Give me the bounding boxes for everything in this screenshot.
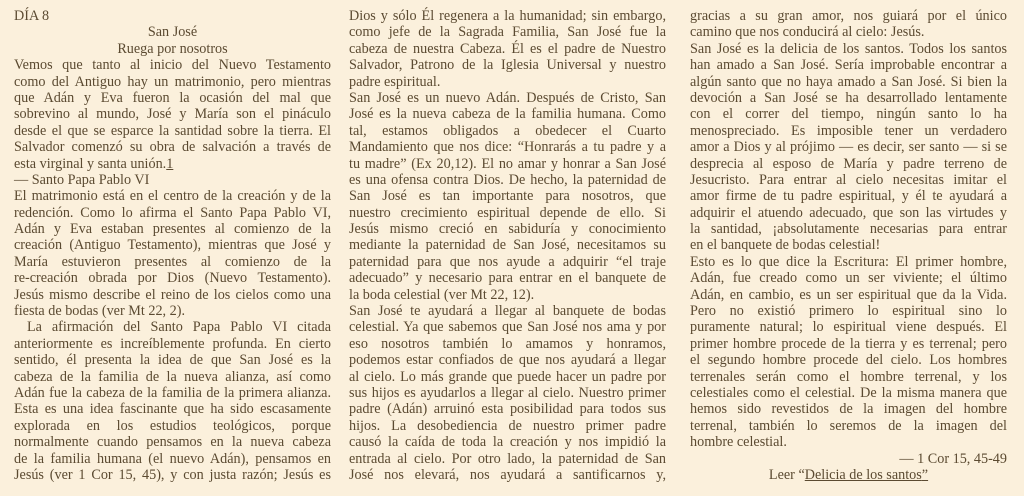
scripture-reference: — 1 Cor 15, 45-49 [899, 450, 1007, 467]
text-line: La afirmación del Santo Papa Pablo VI citada [27, 319, 331, 336]
text-line: como jefe de la Sagrada Familia, San José fue la [349, 24, 666, 41]
read-more [690, 467, 1007, 483]
text-line: Pero no existió primero lo espiritual sino lo [690, 303, 1007, 320]
column-2 [349, 8, 666, 483]
text-line: amor firme de tu padre espiritual, y él te ayudará a [690, 188, 1007, 205]
text-line: cabeza de nuestra Cabeza. Él es el padre de Nuestro [349, 40, 666, 57]
text-line: redención. Como lo afirma el Santo Papa Pablo VI, [14, 204, 331, 221]
text-line: cabeza de la familia de la nueva alianza, así como [14, 368, 331, 385]
text-line: El matrimonio está en el centro de la creación y de la [14, 188, 331, 205]
quote-line-text: esta virginal y santa unión. [14, 155, 167, 172]
text-line: Dios y sólo Él regenera a la humanidad; sin embargo, [349, 8, 666, 24]
text-line: San José es la delicia de los santos. Todos los santos [690, 40, 1007, 57]
paragraph [690, 41, 1007, 254]
page-title: San José [147, 24, 198, 41]
text-line: Adán, en cambio, es un ser espiritual que da la Vida. [690, 286, 1007, 303]
text-line: padre espiritual. [349, 73, 441, 90]
text-line: la santidad, ¡absolutamente necesarias para entrar [690, 221, 1007, 238]
column-3 [690, 8, 1007, 483]
column-2-body [349, 8, 666, 483]
text-line: adquirir el atuendo adecuado, que son las virtudes y [690, 204, 1007, 221]
read-more-link[interactable]: Delicia de los santos [804, 466, 922, 483]
text-line: mediante la paternidad de San José, necesitamos su [349, 237, 666, 254]
text-line: sentido, él presenta la idea de que San José es la [14, 352, 331, 369]
text-line: menospreciado. Es imposible tener un verdadero [690, 122, 1007, 139]
text-line: Jesús (ver 1 Cor 15, 45), y con justa razón; Jesús es [14, 466, 331, 483]
text-line: normalmente cuando pensamos en la nueva cabeza [14, 434, 331, 451]
text-line: tu madre” (Ex 20,12). El no amar y honrar a San José [349, 155, 666, 172]
text-line: San José es un nuevo Adán. Después de Cristo, San [349, 89, 666, 106]
text-line: padre (Adán) arruinó esta posibilidad para todos sus [349, 401, 666, 418]
text-line: terrenales serán como el hombre terrenal, y los [690, 368, 1007, 385]
text-line: hemos sido revestidos de la imagen del hombre [690, 401, 1007, 418]
day-label: DÍA 8 [14, 8, 50, 24]
quote-line-text: desde el que se esparce la santidad sobre la tierra. El [14, 122, 331, 139]
quote-line-text: sobrevino al mundo, José y María son el pináculo [14, 106, 331, 123]
paragraph [349, 90, 666, 303]
text-line: han amado a San José. Sería improbable encontrar a [690, 57, 1007, 74]
text-line: María estuvieron presentes al comienzo de la [14, 253, 331, 270]
text-line: San José te ayudará a llegar al banquete de bodas [349, 303, 666, 320]
text-line: causó la caída de toda la creación y nos impidió la [349, 434, 666, 451]
text-line: desprecia al esposo de María y padre terreno de [690, 155, 1007, 172]
text-line: devoción a San José se ha desarrollado lentamente [690, 89, 1007, 106]
paragraph [14, 188, 331, 319]
text-line: fiesta de bodas (ver Mt 22, 2). [14, 303, 185, 320]
quote-line [14, 74, 331, 90]
paragraph [349, 303, 666, 483]
text-line: Adán fue la cabeza de la familia de la primera alianza. [14, 384, 331, 401]
text-line: creación (Antiguo Testamento), mientras que José y [14, 237, 331, 254]
read-more-prefix: Leer “ [768, 466, 805, 483]
quote-line-text: Vemos que tanto al inicio del Nuevo Testamento [14, 57, 331, 74]
column-1 [14, 8, 331, 483]
text-line: hijos. La desobediencia de nuestro primer padre [349, 417, 666, 434]
text-line: re-creación obrada por Dios (Nuevo Testamento). [14, 270, 331, 287]
text-line: celestiales como el celestial. De la misma manera que [690, 384, 1007, 401]
quote-line [14, 139, 331, 155]
text-line: tal, estamos obligados a obedecer el Cuarto [349, 122, 666, 139]
text-line: entrada al cielo. Por otro lado, la paternidad de San [349, 450, 666, 467]
text-line: el segundo hombre procede del cielo. Los hombres [690, 352, 1007, 369]
column-3-body [690, 8, 1007, 451]
paragraph [690, 254, 1007, 451]
text-line: eso nosotros también lo amamos y honramos, [349, 335, 666, 352]
text-line: amor a Dios y al prójimo — es decir, ser santo — si se [690, 139, 1007, 156]
text-line: de la familia humana (el nuevo Adán), pensamos en [14, 450, 331, 467]
text-line: en el banquete de bodas celestial! [690, 237, 881, 254]
quote-line [14, 90, 331, 106]
text-line: anteriormente es increíblemente profunda. En cierto [14, 335, 331, 352]
page-subtitle: Ruega por nosotros [117, 40, 228, 57]
text-line: Salvador, Patrono de la Iglesia Universal y nuestro [349, 57, 666, 74]
text-line: San José es tan importante para nosotros, que [349, 188, 666, 205]
text-line: puramente natural; lo espiritual viene después. El [690, 319, 1007, 336]
text-line: Jesús mismo creció en sabiduría y conocimiento [349, 221, 666, 238]
text-line: José es la nueva cabeza de la familia humana. Como [349, 106, 666, 123]
text-line: podemos estar confiados de que nos ayudará a llegar [349, 352, 666, 369]
text-line: gracias a su gran amor, nos guiará por el único [690, 8, 1007, 24]
text-line: Esta es una idea fascinante que ha sido escasamente [14, 401, 331, 418]
quote-line-text: como del Antiguo hay un matrimonio, pero mientras [14, 73, 331, 90]
quote-line [14, 57, 331, 73]
text-line: es una ofensa contra Dios. De hecho, la paternidad de [349, 171, 666, 188]
quote-attribution: — Santo Papa Pablo VI [14, 171, 150, 188]
text-line: camino que nos conducirá al cielo: Jesús. [690, 24, 925, 41]
text-line: Esto es lo que dice la Escritura: El primer hombre, [690, 253, 1007, 270]
text-line: hombre celestial. [690, 434, 787, 451]
text-line: primer hombre procede de la tierra y es terrenal; pero [690, 335, 1007, 352]
quote-line [14, 156, 331, 172]
text-line: algún santo que no haya amado a San José. Si bien la [690, 73, 1007, 90]
quote-line-text: que Adán y Eva fueron la ocasión del mal que [14, 89, 331, 106]
text-line: explorada en los estudios teológicos, porque [14, 417, 331, 434]
text-line: Mandamiento que nos dice: “Honrarás a tu padre y a [349, 139, 666, 156]
text-line: celestial. Ya que sabemos que San José nos ama y por [349, 319, 666, 336]
text-line: nuestro crecimiento espiritual depende de ello. Si [349, 204, 666, 221]
text-line: paternidad para que nos ayude a adquirir “el traje [349, 253, 666, 270]
text-line: José nos elevará, nos ayudará a santificarnos y, [349, 466, 666, 483]
text-line: la boda celestial (ver Mt 22, 12). [349, 286, 535, 303]
quote-line-text: Salvador comenzó su obra de salvación a través de [14, 139, 331, 156]
text-line: Jesús mismo describe el reino de los cielos como una [14, 286, 331, 303]
opening-quote [14, 57, 331, 172]
paragraph [14, 319, 331, 483]
paragraph [690, 8, 1007, 41]
text-line: al cielo. Lo más grande que puede hacer un padre por [349, 368, 666, 385]
text-line: Adán y Eva estaban presentes al comienzo de la [14, 221, 331, 238]
paragraph [349, 8, 666, 90]
text-line: Jesucristo. Para entrar al cielo necesitas imitar el [690, 171, 1007, 188]
read-more-suffix[interactable]: ” [921, 466, 929, 483]
footnote-link[interactable]: 1 [166, 155, 174, 172]
text-line: adecuado” y necesario para entrar en el banquete de [349, 270, 666, 287]
quote-line [14, 106, 331, 122]
text-line: Adán, fue creado como un ser viviente; el último [690, 270, 1007, 287]
quote-line [14, 123, 331, 139]
column-1-body [14, 188, 331, 483]
text-line: terrenal, también lo seremos de la imagen del [690, 417, 1007, 434]
text-line: con el correr del tiempo, ningún santo lo ha [690, 106, 1007, 123]
text-line: sus hijos es ayudarlos a llegar al cielo. Nuestro primer [349, 384, 666, 401]
